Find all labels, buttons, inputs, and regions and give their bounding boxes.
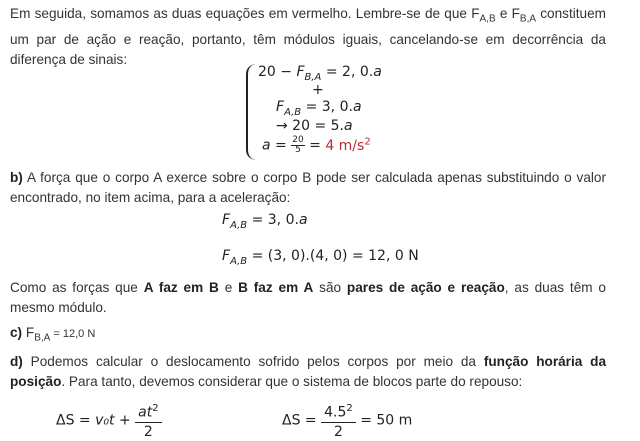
acceleration-result: 4 $m/s^2$ (325, 136, 371, 154)
eq-position-function: ΔS = v₀t + $\frac{at^2}{2}$ (56, 400, 162, 441)
fraction-20-5: $\frac{20}{5}$ (292, 135, 304, 156)
intro-paragraph: Em seguida, somamos as duas equações em vermelho. Lembre-se de que $F_{A,B}$ e $F_{B,A}$ constituem um par de ação e reação, portanto, têm módulos iguais, cancelando-se em decorrência da diferença de sinais: (10, 6, 606, 67)
action-reaction-paragraph: Como as forças que A faz em B e B faz em A são pares de ação e reação, as duas têm o mesmo módulo. (10, 280, 606, 315)
eq-fab: $F_{A,B} = 3$, 0.a (222, 212, 308, 231)
fraction-at2-2: $\frac{at^2}{2}$ (135, 400, 161, 441)
intro-text: Em seguida, somamos as duas equações em vermelho. Lembre-se de que (10, 6, 472, 21)
eq-line-1: $20 - F_{B,A} = 2$, 0.a (258, 64, 382, 83)
eq-line-4: a = $\frac{20}{5}$ = 4 $m/s^2$ (262, 135, 371, 156)
item-d-label: d) (10, 354, 23, 369)
item-d-paragraph: d) Podemos calcular o deslocamento sofrido pelos corpos por meio da função horária da posição. Para tanto, devemos considerar que o sistema de blocos parte do repouso: (10, 354, 607, 389)
item-c-paragraph: c) $F_{B,A} = 12,0$ N (10, 325, 96, 344)
eq-displacement-value: ΔS = $\frac{4.5^2}{2}$ = 50 m (282, 400, 412, 441)
eq-line-2: $F_{A,B} = 3$, 0.a (276, 99, 362, 118)
eq-plus: + (312, 82, 324, 98)
item-b-paragraph: b) A força que o corpo A exerce sobre o corpo B pode ser calculada apenas substituindo o valor encontrado, no item acima, para a aceleração: (10, 170, 606, 205)
item-b-label: b) (10, 170, 23, 185)
eq-fab-value: $F_{A,B} = (3$, 0).(4, 0) = 12, 0 N (222, 248, 419, 267)
item-c-label: c) (10, 325, 23, 340)
fraction-4-5-2: $\frac{4.5^2}{2}$ (321, 400, 356, 441)
eq-line-3: → 20 = 5.a (276, 118, 353, 134)
